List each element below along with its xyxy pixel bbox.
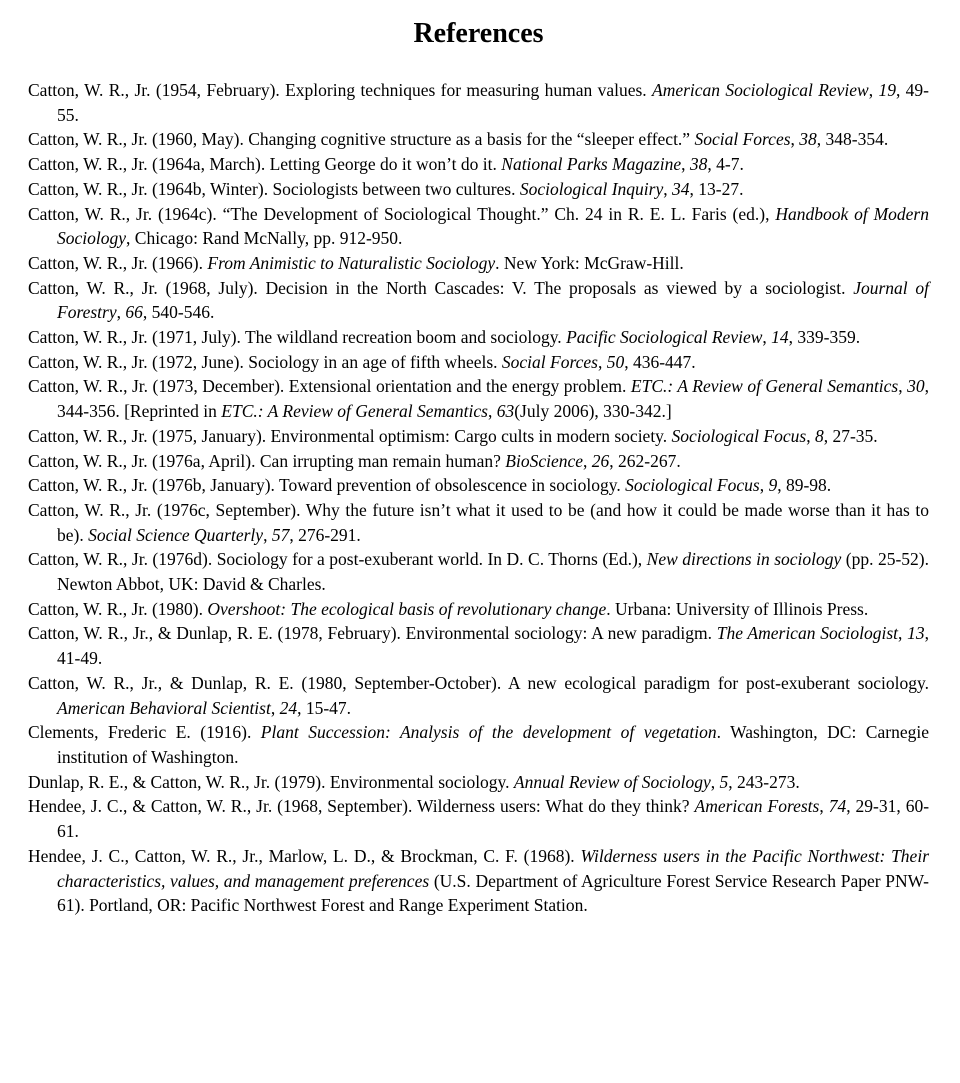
reference-entry — [28, 547, 929, 596]
reference-text-segment: , — [597, 351, 607, 372]
reference-text-segment: , 339-359. — [788, 327, 861, 348]
reference-italic-segment: Sociological Focus — [625, 475, 760, 496]
reference-italic-segment: Wilderness users in the Pacific Northwest: Their characteristics, values, and management preferences — [57, 845, 929, 891]
reference-italic-segment: 24 — [279, 697, 298, 718]
reference-italic-segment: BioScience — [505, 450, 584, 471]
reference-italic-segment: 38 — [799, 129, 817, 150]
reference-italic-segment: Journal of Forestry — [57, 277, 929, 323]
reference-text-segment: , 27-35. — [823, 425, 878, 446]
reference-italic-segment: Sociological Inquiry — [519, 178, 664, 199]
reference-entry — [28, 152, 929, 177]
reference-text-segment: Catton, W. R., Jr. (1971, July). The wildland recreation boom and sociology. — [28, 327, 567, 348]
reference-text-segment: Catton, W. R., Jr. (1972, June). Sociology in an age of fifth wheels. — [28, 351, 502, 372]
reference-italic-segment: 8 — [814, 425, 824, 446]
reference-text-segment: Catton, W. R., Jr., & Dunlap, R. E. (1978, February). Environmental sociology: A new paradigm. — [28, 623, 717, 644]
reference-list — [28, 78, 929, 918]
reference-italic-segment: Annual Review of Sociology — [513, 771, 711, 792]
reference-text-segment: Clements, Frederic E. (1916). — [28, 722, 261, 743]
reference-text-segment: . New York: McGraw-Hill. — [495, 252, 684, 273]
reference-text-segment: , Chicago: Rand McNally, pp. 912-950. — [126, 228, 403, 249]
reference-text-segment: Catton, W. R., Jr. (1976b, January). Toward prevention of obsolescence in sociology. — [28, 475, 626, 496]
reference-entry — [28, 498, 929, 547]
reference-italic-segment: Handbook of Modern Sociology — [57, 203, 929, 249]
reference-italic-segment: The American Sociologist — [716, 623, 898, 644]
reference-entry — [28, 424, 929, 449]
reference-text-segment: , — [762, 327, 772, 348]
reference-entry — [28, 844, 929, 918]
reference-italic-segment: Social Forces — [501, 351, 598, 372]
reference-text-segment: , 344-356. [Reprinted in — [57, 376, 930, 422]
reference-italic-segment: American Sociological Review — [652, 80, 869, 100]
reference-text-segment: Catton, W. R., Jr. (1980). — [28, 598, 208, 619]
reference-text-segment: , — [263, 524, 272, 545]
reference-text-segment: , — [819, 796, 829, 817]
reference-italic-segment: 66 — [125, 302, 143, 323]
reference-italic-segment: 9 — [768, 475, 778, 496]
reference-italic-segment: National Parks Magazine — [501, 154, 682, 175]
reference-entry — [28, 350, 929, 375]
reference-text-segment: (pp. 25-52). Newton Abbot, UK: David & Charles. — [57, 549, 929, 595]
reference-italic-segment: 19 — [878, 80, 896, 100]
reference-entry — [28, 449, 929, 474]
reference-text-segment: , 436-447. — [624, 351, 696, 372]
reference-entry — [28, 374, 929, 423]
reference-italic-segment: Sociological Focus — [671, 425, 807, 446]
reference-text-segment: , — [806, 425, 815, 446]
reference-text-segment: , 13-27. — [689, 178, 744, 199]
reference-italic-segment: ETC.: A Review of General Semantics — [630, 376, 899, 397]
reference-text-segment: Catton, W. R., Jr. (1966). — [28, 252, 208, 273]
reference-text-segment: Hendee, J. C., & Catton, W. R., Jr. (1968, September). Wilderness users: What do they think? — [28, 796, 695, 817]
page-title: References — [413, 18, 544, 49]
reference-text-segment: Catton, W. R., Jr. (1976a, April). Can irrupting man remain human? — [28, 450, 506, 471]
reference-text-segment: , — [270, 697, 280, 718]
reference-text-segment: , — [116, 302, 126, 323]
reference-text-segment: , 41-49. — [57, 623, 930, 669]
reference-italic-segment: 74 — [828, 796, 847, 817]
reference-text-segment: , — [790, 129, 800, 150]
reference-text-segment: , 276-291. — [289, 524, 361, 545]
reference-text-segment: , — [868, 80, 879, 100]
reference-text-segment: Catton, W. R., Jr. (1975, January). Environmental optimism: Cargo cults in modern society. — [28, 425, 672, 446]
reference-text-segment: (U.S. Department of Agriculture Forest Service Research Paper PNW-61). Portland, OR: Pacific Northwest Forest and Range Experiment Station. — [57, 870, 929, 916]
reference-entry — [28, 671, 929, 720]
reference-italic-segment: New directions in sociology — [646, 549, 842, 570]
reference-text-segment: , — [663, 178, 672, 199]
reference-text-segment: Catton, W. R., Jr. (1960, May). Changing cognitive structure as a basis for the “sleeper effect.” — [28, 129, 695, 150]
reference-italic-segment: 57 — [271, 524, 290, 545]
reference-text-segment: , — [710, 771, 720, 792]
reference-text-segment: Catton, W. R., Jr. (1976d). Sociology for a post-exuberant world. In D. C. Thorns (Ed.), — [28, 549, 647, 570]
reference-italic-segment: 13 — [907, 623, 925, 644]
reference-italic-segment: Overshoot: The ecological basis of revolutionary change — [207, 598, 607, 619]
reference-entry — [28, 720, 929, 769]
reference-text-segment: , 540-546. — [142, 302, 215, 323]
reference-entry — [28, 251, 929, 276]
reference-text-segment: , 348-354. — [816, 129, 889, 150]
reference-italic-segment: From Animistic to Naturalistic Sociology — [207, 252, 496, 273]
reference-entry — [28, 202, 929, 251]
reference-italic-segment: 38 — [689, 154, 708, 175]
reference-text-segment: , 243-273. — [728, 771, 800, 792]
reference-italic-segment: 5 — [719, 771, 729, 792]
reference-italic-segment: 34 — [672, 178, 690, 199]
reference-italic-segment: 50 — [606, 351, 625, 372]
reference-text-segment: , 49-55. — [57, 80, 929, 125]
reference-text-segment: Catton, W. R., Jr., & Dunlap, R. E. (1980, September-October). A new ecological paradigm for post-exuberant sociology. — [28, 672, 929, 693]
reference-text-segment: Catton, W. R., Jr. (1968, July). Decision in the North Cascades: V. The proposals as viewed by a sociologist. — [28, 277, 854, 298]
reference-italic-segment: 30 — [907, 376, 925, 397]
reference-text-segment: , 4-7. — [707, 154, 744, 175]
reference-italic-segment: Plant Succession: Analysis of the development of vegetation — [260, 722, 717, 743]
reference-text-segment: , 29-31, 60-61. — [57, 796, 930, 842]
reference-entry — [28, 770, 929, 795]
reference-entry — [28, 78, 929, 127]
reference-entry — [28, 621, 929, 670]
reference-entry — [28, 794, 929, 843]
reference-italic-segment: Pacific Sociological Review — [566, 327, 763, 348]
reference-text-segment: Dunlap, R. E., & Catton, W. R., Jr. (1979). Environmental sociology. — [28, 771, 514, 792]
reference-entry — [28, 177, 929, 202]
reference-text-segment: , 89-98. — [777, 475, 832, 496]
reference-text-segment: , — [583, 450, 592, 471]
reference-italic-segment: ETC.: A Review of General Semantics — [221, 401, 488, 422]
reference-italic-segment: 26 — [591, 450, 610, 471]
reference-italic-segment: American Behavioral Scientist — [57, 697, 271, 718]
reference-text-segment: . Urbana: University of Illinois Press. — [606, 598, 869, 619]
reference-text-segment: Catton, W. R., Jr. (1954, February). Exploring techniques for measuring human values. — [28, 80, 652, 100]
reference-text-segment: Catton, W. R., Jr. (1964b, Winter). Sociologists between two cultures. — [28, 178, 520, 199]
reference-text-segment: , — [898, 376, 908, 397]
reference-entry — [28, 127, 929, 152]
reference-text-segment: , — [898, 623, 908, 644]
reference-text-segment: , — [487, 401, 497, 422]
reference-text-segment: Catton, W. R., Jr. (1964c). “The Development of Sociological Thought.” Ch. 24 in R. E. L. Faris (ed.), — [28, 203, 776, 224]
reference-text-segment: Hendee, J. C., Catton, W. R., Jr., Marlow, L. D., & Brockman, C. F. (1968). — [28, 845, 581, 866]
reference-entry — [28, 473, 929, 498]
reference-text-segment: (July 2006), 330-342.] — [514, 401, 672, 422]
reference-entry — [28, 597, 929, 622]
reference-text-segment: , — [759, 475, 769, 496]
reference-text-segment: Catton, W. R., Jr. (1976c, September). Why the future isn’t what it used to be (and how it could be made worse than it has to be). — [28, 499, 929, 545]
reference-entry — [28, 325, 929, 350]
reference-italic-segment: 63 — [496, 401, 515, 422]
reference-text-segment: Catton, W. R., Jr. (1973, December). Extensional orientation and the energy problem. — [28, 376, 631, 397]
reference-italic-segment: Social Science Quarterly — [88, 524, 264, 545]
reference-text-segment: , 15-47. — [297, 697, 352, 718]
reference-italic-segment: Social Forces — [694, 129, 791, 150]
reference-text-segment: . Washington, DC: Carnegie institution of Washington. — [57, 722, 929, 767]
reference-text-segment: , 262-267. — [609, 450, 681, 471]
reference-entry — [28, 276, 929, 325]
reference-italic-segment: 14 — [771, 327, 789, 348]
reference-text-segment: , — [681, 154, 690, 175]
reference-text-segment: Catton, W. R., Jr. (1964a, March). Letting George do it won’t do it. — [28, 154, 502, 175]
reference-italic-segment: American Forests — [694, 796, 820, 817]
